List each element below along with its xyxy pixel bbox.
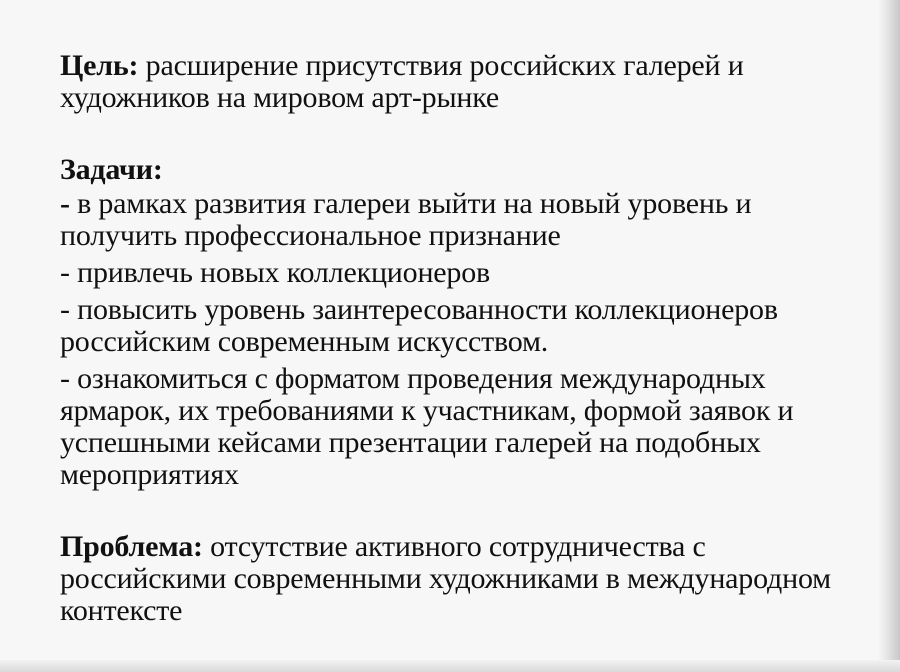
task-item: - повысить уровень заинтересованности коллекционеров российским современным искусством. — [60, 293, 778, 358]
problem-text: отсутствие активного сотрудничества с российскими современными художниками в международном контексте — [60, 530, 831, 627]
tasks-heading: Задачи: — [60, 153, 163, 186]
slide-edge-shadow — [878, 0, 900, 672]
task-item — [60, 188, 860, 252]
slide-content — [60, 50, 860, 627]
task-item: - привлечь новых коллекционеров — [60, 256, 490, 289]
goal-text: расширение присутствия российских галерей и художников на мировом арт-рынке — [60, 49, 744, 114]
task-dash: - — [60, 187, 70, 220]
goal-paragraph — [60, 50, 860, 114]
slide-bottom-shadow — [0, 660, 900, 672]
goal-label: Цель: — [60, 49, 139, 82]
problem-paragraph — [60, 531, 860, 627]
problem-label: Проблема: — [60, 530, 203, 563]
task-text: в рамках развития галереи выйти на новый уровень и получить профессиональное признание — [60, 187, 752, 252]
task-item: - ознакомиться с форматом проведения международных ярмарок, их требованиями к участникам, формой заявок и успешными кейсами презентации галерей на подобных мероприятиях — [60, 362, 794, 491]
